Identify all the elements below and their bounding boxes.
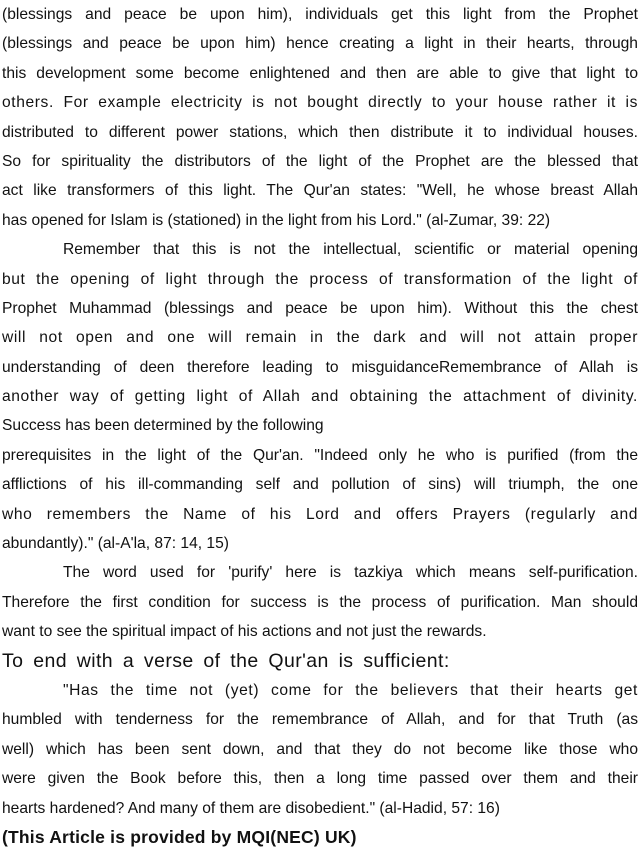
- text-line: others. For example electricity is not bought directly to your house rather it is: [2, 94, 638, 112]
- text-line: Success has been determined by the following: [2, 417, 324, 435]
- section-heading: To end with a verse of the Qur'an is sufficient:: [2, 649, 450, 672]
- paragraph-first-line: Remember that this is not the intellectual, scientific or material opening: [63, 241, 638, 259]
- text-line: Prophet Muhammad (blessings and peace be upon him). Without this the chest: [2, 299, 638, 317]
- text-line: but the opening of light through the process of transformation of the light of: [2, 270, 638, 288]
- article-credit: (This Article is provided by MQI(NEC) UK): [2, 826, 357, 847]
- text-line: (blessings and peace be upon him) hence creating a light in their hearts, through: [2, 35, 638, 53]
- paragraph-first-line: "Has the time not (yet) come for the believers that their hearts get: [63, 681, 638, 699]
- text-line: understanding of deen therefore leading to misguidanceRemembrance of Allah is: [2, 358, 638, 376]
- text-line: hearts hardened? And many of them are disobedient." (al-Hadid, 57: 16): [2, 799, 500, 817]
- paragraph-first-line: The word used for 'purify' here is tazkiya which means self-purification.: [63, 564, 638, 582]
- text-line: well) which has been sent down, and that they do not become like those who: [2, 740, 638, 758]
- text-line: will not open and one will remain in the dark and will not attain proper: [2, 329, 638, 347]
- article-body: [2, 0, 638, 852]
- text-line: this development some become enlightened and then are able to give that light to: [2, 64, 638, 82]
- text-line: act like transformers of this light. The Qur'an states: "Well, he whose breast Allah: [2, 182, 638, 200]
- text-line: humbled with tenderness for the remembrance of Allah, and for that Truth (as: [2, 711, 638, 729]
- text-line: want to see the spiritual impact of his actions and not just the rewards.: [2, 623, 487, 641]
- text-line: who remembers the Name of his Lord and offers Prayers (regularly and: [2, 505, 638, 523]
- text-line: abundantly)." (al-A'la, 87: 14, 15): [2, 535, 229, 553]
- text-line: were given the Book before this, then a long time passed over them and their: [2, 770, 638, 788]
- text-line: has opened for Islam is (stationed) in the light from his Lord." (al-Zumar, 39: 22): [2, 211, 551, 229]
- text-line: another way of getting light of Allah and obtaining the attachment of divinity.: [2, 388, 638, 406]
- text-line: prerequisites in the light of the Qur'an. "Indeed only he who is purified (from the: [2, 446, 638, 464]
- text-line: So for spirituality the distributors of the light of the Prophet are the blessed that: [2, 152, 638, 170]
- text-line: distributed to different power stations, which then distribute it to individual houses.: [2, 123, 638, 141]
- text-line: Therefore the first condition for success is the process of purification. Man should: [2, 593, 638, 611]
- text-line: afflictions of his ill-commanding self and pollution of sins) will triumph, the one: [2, 476, 638, 494]
- text-line: (blessings and peace be upon him), individuals get this light from the Prophet: [2, 6, 638, 23]
